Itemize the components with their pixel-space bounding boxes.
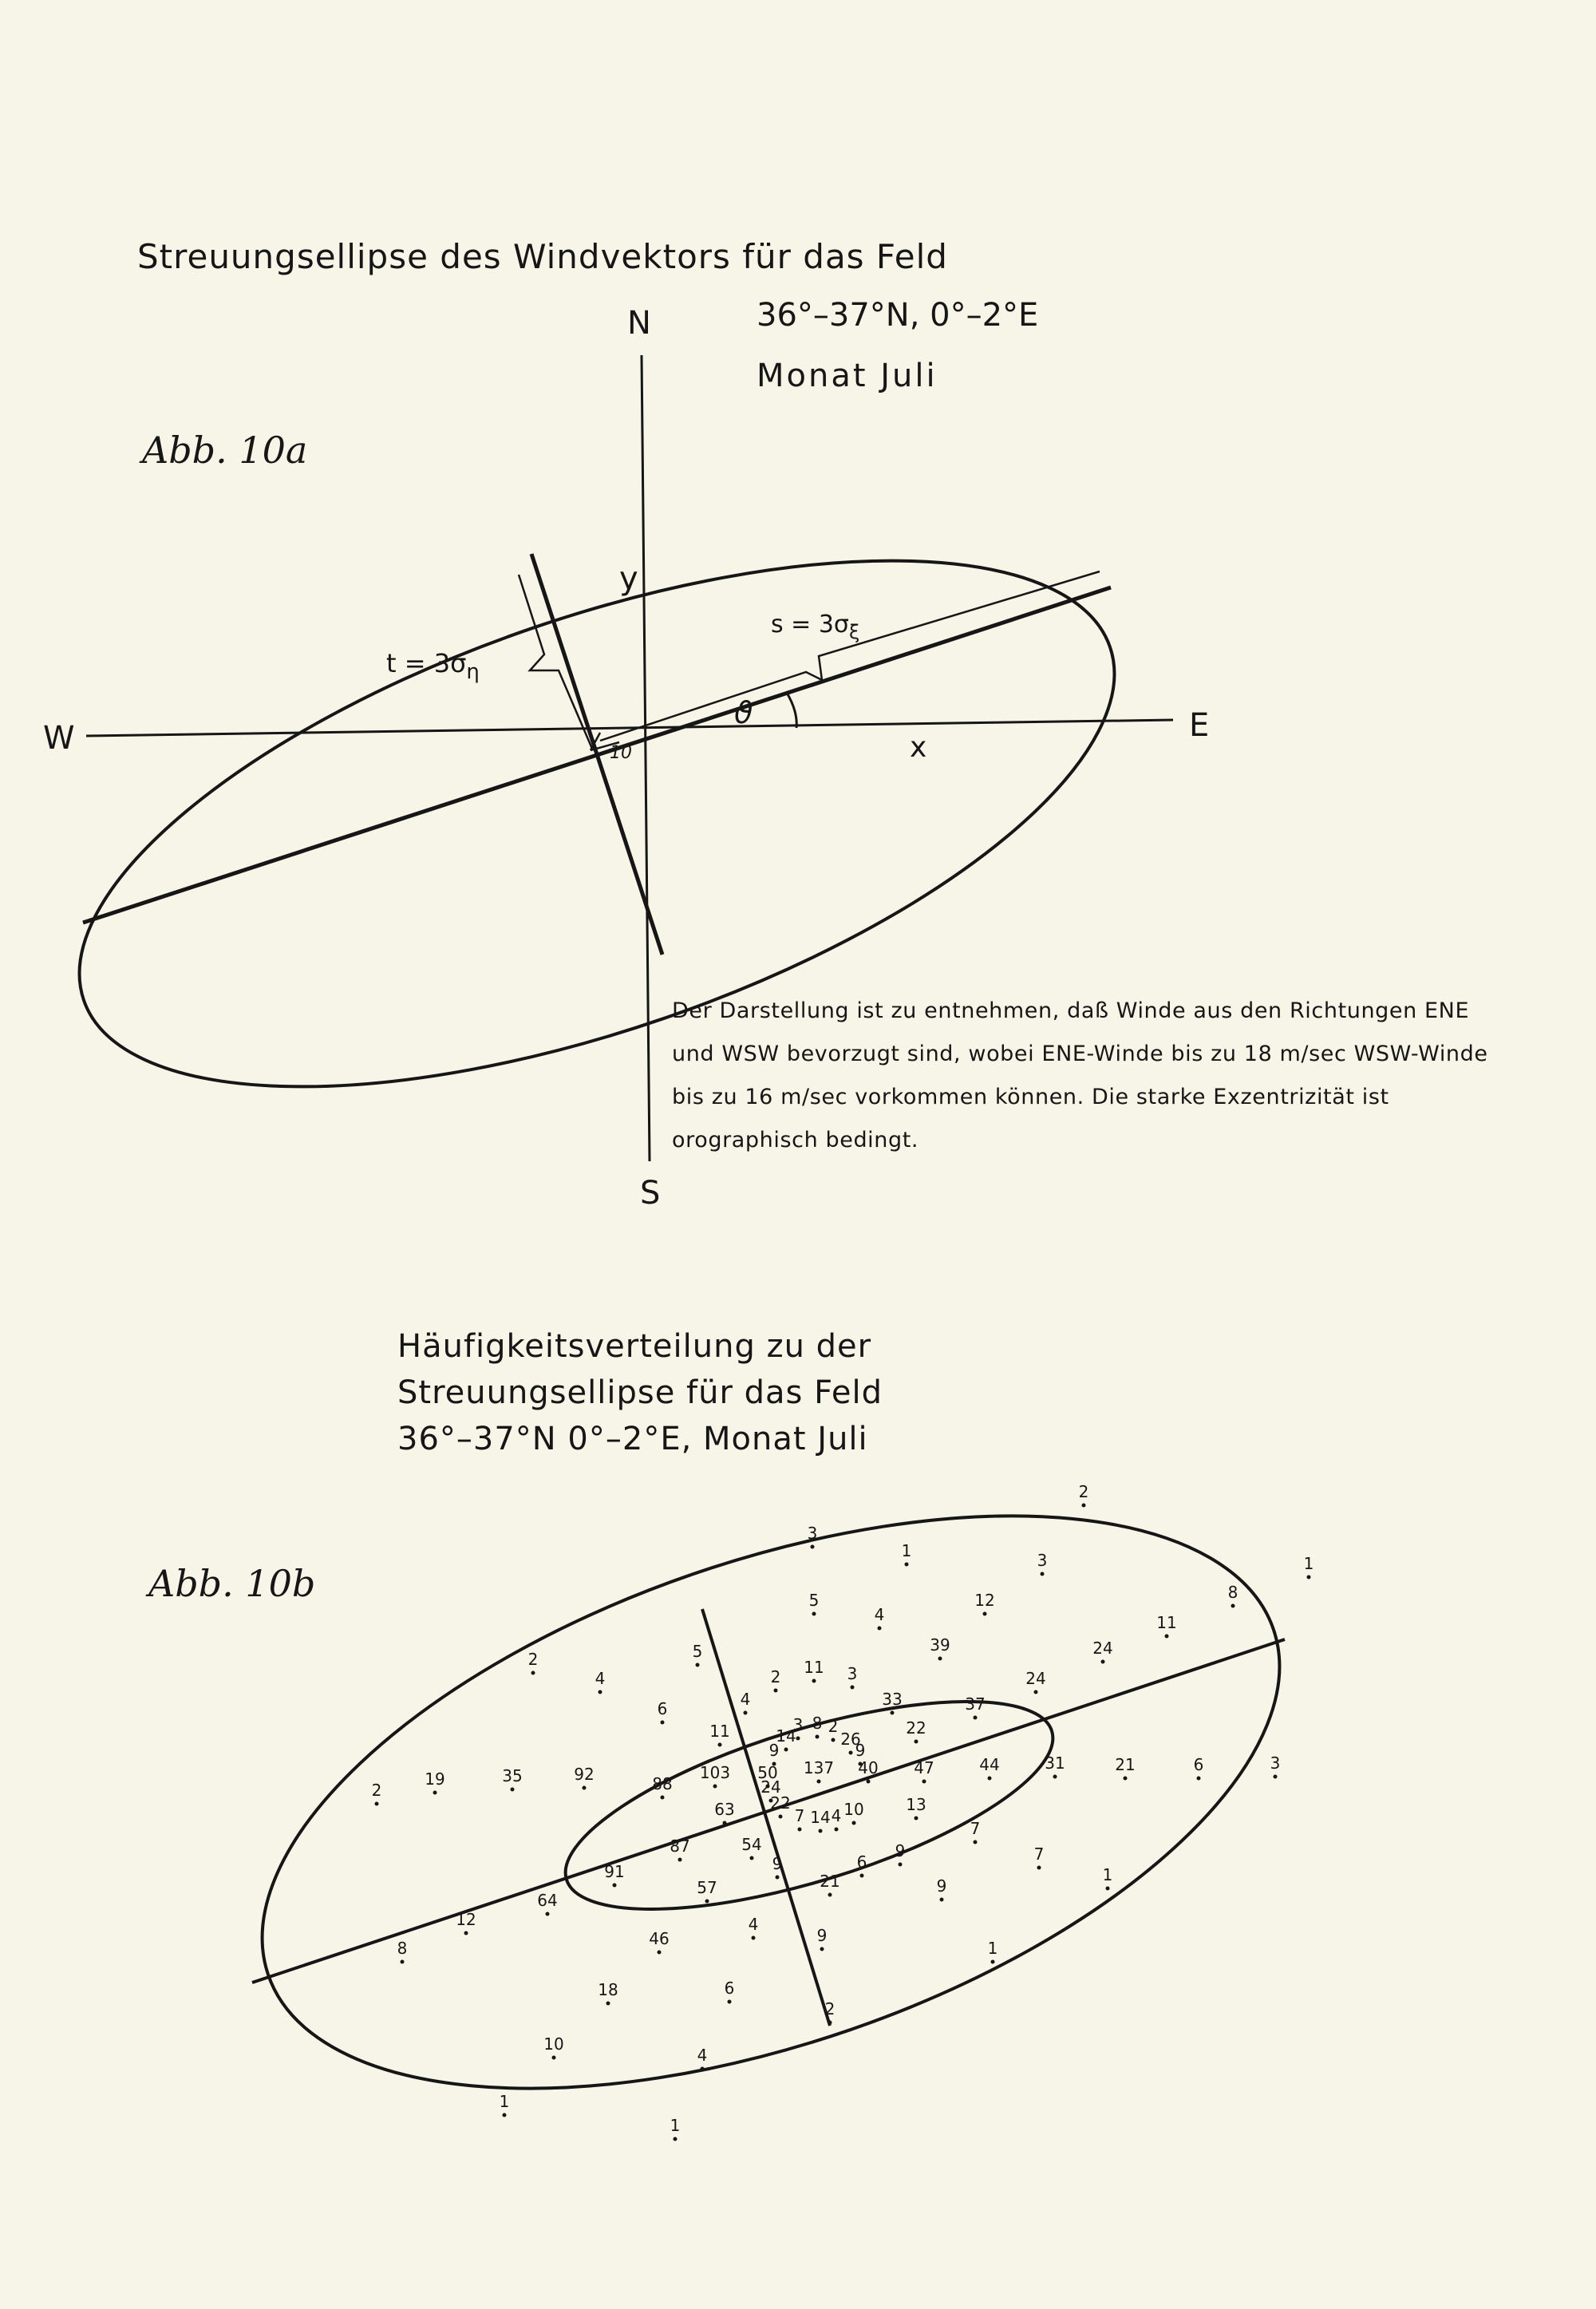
count-point: [849, 1751, 853, 1755]
count-label: 11: [804, 1658, 824, 1677]
figure-a-labels: [43, 305, 1209, 1212]
count-label: 12: [974, 1591, 995, 1610]
count-label: 10: [543, 2034, 564, 2054]
count-point: [658, 1951, 662, 1955]
count-point: [776, 1876, 780, 1880]
count-label: 1: [1303, 1554, 1314, 1573]
count-label: 21: [820, 1872, 840, 1891]
count-point: [728, 2000, 732, 2004]
count-label: 4: [831, 1806, 842, 1825]
figure-a-description: Der Darstellung ist zu entnehmen, daß Winde aus den Richtungen ENE und WSW bevorzugt sind, wobei ENE-Winde bis zu 18 m/sec WSW-Winde bis zu 16 m/sec vorkommen können. Die starke Exzentrizität ist orographisch bedingt.: [672, 998, 1488, 1153]
count-label: 24: [1025, 1669, 1046, 1688]
s-bracket: [600, 571, 1100, 741]
scatter-ellipse-a: [17, 453, 1177, 1196]
count-label: 87: [670, 1837, 690, 1856]
count-label: 8: [397, 1939, 408, 1958]
count-point: [922, 1780, 926, 1784]
west-east-axis: [86, 720, 1173, 736]
east-label: E: [1189, 707, 1210, 744]
count-label: 1: [987, 1939, 998, 1958]
count-label: 9: [772, 1854, 783, 1873]
count-label: 24: [1092, 1639, 1113, 1658]
count-point: [779, 1815, 783, 1819]
frequency-counts: [372, 1482, 1314, 2141]
count-label: 46: [649, 1929, 670, 1948]
count-point: [784, 1748, 788, 1752]
count-label: 13: [906, 1795, 926, 1814]
count-point: [852, 1821, 856, 1825]
count-point: [820, 1947, 824, 1951]
count-point: [940, 1898, 944, 1902]
count-label: 2: [828, 1717, 839, 1736]
inner-ellipse-b: [544, 1659, 1074, 1952]
count-point: [983, 1612, 987, 1616]
count-label: 1: [901, 1541, 912, 1560]
count-point: [375, 1802, 379, 1806]
count-label: 54: [741, 1835, 762, 1854]
count-point: [661, 1796, 665, 1800]
count-label: 3: [847, 1664, 858, 1683]
north-label: N: [627, 305, 651, 342]
count-label: 1: [499, 2092, 510, 2111]
figure-a-month: Monat Juli: [757, 358, 938, 394]
count-label: 8: [1227, 1583, 1238, 1602]
count-label: 6: [657, 1699, 668, 1718]
count-label: 22: [906, 1718, 926, 1738]
count-point: [613, 1884, 617, 1888]
count-point: [718, 1743, 722, 1747]
count-point: [723, 1821, 727, 1825]
south-label: S: [640, 1175, 661, 1212]
count-label: 63: [714, 1800, 735, 1819]
t-bracket: [519, 575, 592, 749]
count-point: [1034, 1690, 1038, 1694]
count-point: [1101, 1660, 1105, 1664]
count-point: [1274, 1775, 1278, 1779]
count-point: [713, 1785, 717, 1789]
count-point: [915, 1817, 918, 1821]
count-label: 7: [1033, 1844, 1045, 1864]
west-label: W: [43, 720, 75, 757]
count-point: [705, 1900, 709, 1904]
count-label: 7: [794, 1806, 805, 1825]
t-annotation: $t = 3\sigma_\eta$: [386, 648, 480, 684]
count-label: 6: [724, 1979, 735, 1998]
count-label: 6: [1193, 1755, 1204, 1774]
count-point: [1307, 1576, 1311, 1580]
count-point: [796, 1737, 800, 1741]
count-label: 4: [697, 2046, 708, 2065]
count-label: 4: [748, 1915, 759, 1934]
count-point: [433, 1791, 437, 1795]
count-label: 64: [537, 1891, 558, 1910]
count-label: 88: [652, 1774, 673, 1793]
count-label: 2: [1078, 1482, 1089, 1501]
count-label: 11: [1156, 1613, 1177, 1632]
count-label: 8: [812, 1714, 823, 1733]
count-label: 14: [776, 1726, 796, 1746]
count-point: [988, 1777, 992, 1781]
count-label: 4: [874, 1605, 885, 1624]
count-point: [867, 1780, 871, 1784]
count-point: [812, 1679, 816, 1683]
count-point: [835, 1828, 839, 1832]
count-point: [1082, 1504, 1086, 1508]
count-point: [811, 1545, 815, 1549]
count-point: [915, 1740, 918, 1744]
count-label: 9: [768, 1741, 780, 1760]
count-label: 50: [757, 1763, 778, 1782]
count-point: [1124, 1777, 1128, 1781]
count-point: [974, 1716, 978, 1720]
count-point: [552, 2056, 556, 2060]
count-point: [974, 1840, 978, 1844]
count-point: [464, 1931, 468, 1935]
count-label: 5: [808, 1591, 820, 1610]
count-label: 40: [858, 1758, 879, 1777]
center-label: 10: [610, 743, 632, 763]
count-point: [899, 1863, 903, 1867]
count-point: [860, 1874, 864, 1878]
count-point: [798, 1828, 802, 1832]
figure-a-label: Abb. 10a: [142, 429, 308, 472]
count-label: 5: [692, 1642, 703, 1661]
count-label: 24: [760, 1777, 781, 1797]
count-label: 9: [855, 1741, 866, 1760]
count-label: 39: [930, 1635, 950, 1655]
count-point: [674, 2137, 678, 2141]
count-point: [401, 1960, 405, 1964]
count-label: 57: [697, 1878, 717, 1897]
count-point: [774, 1689, 778, 1693]
angle-label: ϑ: [734, 695, 753, 730]
figure-b-label: Abb. 10b: [148, 1562, 316, 1605]
count-label: 14: [810, 1808, 831, 1827]
count-point: [905, 1563, 909, 1567]
count-label: 2: [371, 1781, 382, 1800]
count-label: 1: [670, 2116, 681, 2135]
count-point: [816, 1735, 820, 1739]
count-label: 91: [604, 1862, 625, 1881]
count-label: 4: [595, 1669, 606, 1688]
count-label: 21: [1115, 1755, 1136, 1774]
count-label: 11: [709, 1722, 730, 1741]
count-label: 4: [740, 1690, 751, 1709]
count-point: [1106, 1887, 1110, 1891]
count-label: 18: [598, 1980, 618, 1999]
minor-axis-t: [531, 554, 662, 955]
figure-a-field-coordinates: 36°–37°N, 0°–2°E: [757, 297, 1039, 334]
count-label: 3: [1270, 1753, 1281, 1773]
count-point: [744, 1711, 748, 1715]
count-label: 137: [803, 1758, 835, 1777]
count-point: [511, 1788, 515, 1792]
count-label: 3: [1037, 1551, 1048, 1570]
count-label: 35: [502, 1766, 523, 1785]
x-axis-label: x: [910, 731, 927, 764]
figure-b-title: Häufigkeitsverteilung zu der Streuungsellipse für das Feld 36°–37°N 0°–2°E, Monat Juli: [397, 1328, 883, 1457]
count-label: 9: [816, 1926, 828, 1945]
count-label: 6: [856, 1852, 867, 1872]
figure-a-title: Streuungsellipse des Windvektors für das Feld: [137, 237, 948, 276]
count-label: 103: [699, 1763, 731, 1782]
count-label: 12: [456, 1910, 476, 1929]
count-label: 37: [965, 1694, 986, 1714]
count-label: 9: [895, 1841, 906, 1860]
count-point: [1037, 1866, 1041, 1870]
count-point: [828, 1893, 832, 1897]
count-point: [1197, 1777, 1201, 1781]
count-point: [891, 1711, 895, 1715]
count-point: [696, 1663, 700, 1667]
count-point: [828, 2021, 832, 2025]
count-point: [1165, 1635, 1169, 1639]
north-south-axis: [642, 355, 650, 1161]
count-label: 22: [770, 1793, 791, 1813]
count-point: [1053, 1775, 1057, 1779]
count-point: [938, 1657, 942, 1661]
count-point: [819, 1829, 823, 1833]
count-point: [661, 1721, 665, 1725]
count-point: [546, 1912, 550, 1916]
figure-a-diagram: [17, 355, 1177, 1195]
count-point: [851, 1686, 855, 1690]
count-label: 7: [970, 1819, 981, 1838]
y-axis-label: y: [619, 560, 638, 597]
count-point: [750, 1856, 754, 1860]
count-point: [752, 1936, 756, 1940]
count-point: [1041, 1572, 1045, 1576]
count-point: [531, 1671, 535, 1675]
count-label: 33: [882, 1690, 903, 1709]
count-label: 2: [527, 1650, 539, 1669]
count-label: 2: [824, 1999, 836, 2018]
s-annotation: $s = 3\sigma_\xi$: [771, 611, 860, 643]
count-point: [878, 1627, 882, 1631]
count-point: [1231, 1604, 1235, 1608]
count-label: 47: [914, 1758, 934, 1777]
count-label: 92: [574, 1765, 595, 1784]
count-label: 3: [792, 1715, 804, 1734]
count-point: [812, 1612, 816, 1616]
count-point: [678, 1858, 682, 1862]
count-point: [817, 1780, 821, 1784]
count-label: 9: [936, 1876, 947, 1896]
angle-arc: [787, 693, 796, 728]
count-point: [598, 1690, 602, 1694]
count-label: 2: [770, 1667, 781, 1686]
count-point: [606, 2002, 610, 2006]
count-label: 26: [840, 1730, 861, 1749]
count-point: [832, 1738, 836, 1742]
count-label: 31: [1045, 1753, 1065, 1773]
count-point: [701, 2067, 705, 2071]
count-label: 10: [843, 1800, 864, 1819]
count-label: 19: [425, 1769, 445, 1789]
count-point: [583, 1786, 587, 1790]
major-axis-b: [252, 1639, 1285, 1983]
count-label: 3: [807, 1524, 818, 1543]
count-point: [503, 2113, 507, 2117]
count-point: [991, 1960, 995, 1964]
count-label: 44: [979, 1755, 1000, 1774]
count-label: 1: [1102, 1865, 1113, 1884]
